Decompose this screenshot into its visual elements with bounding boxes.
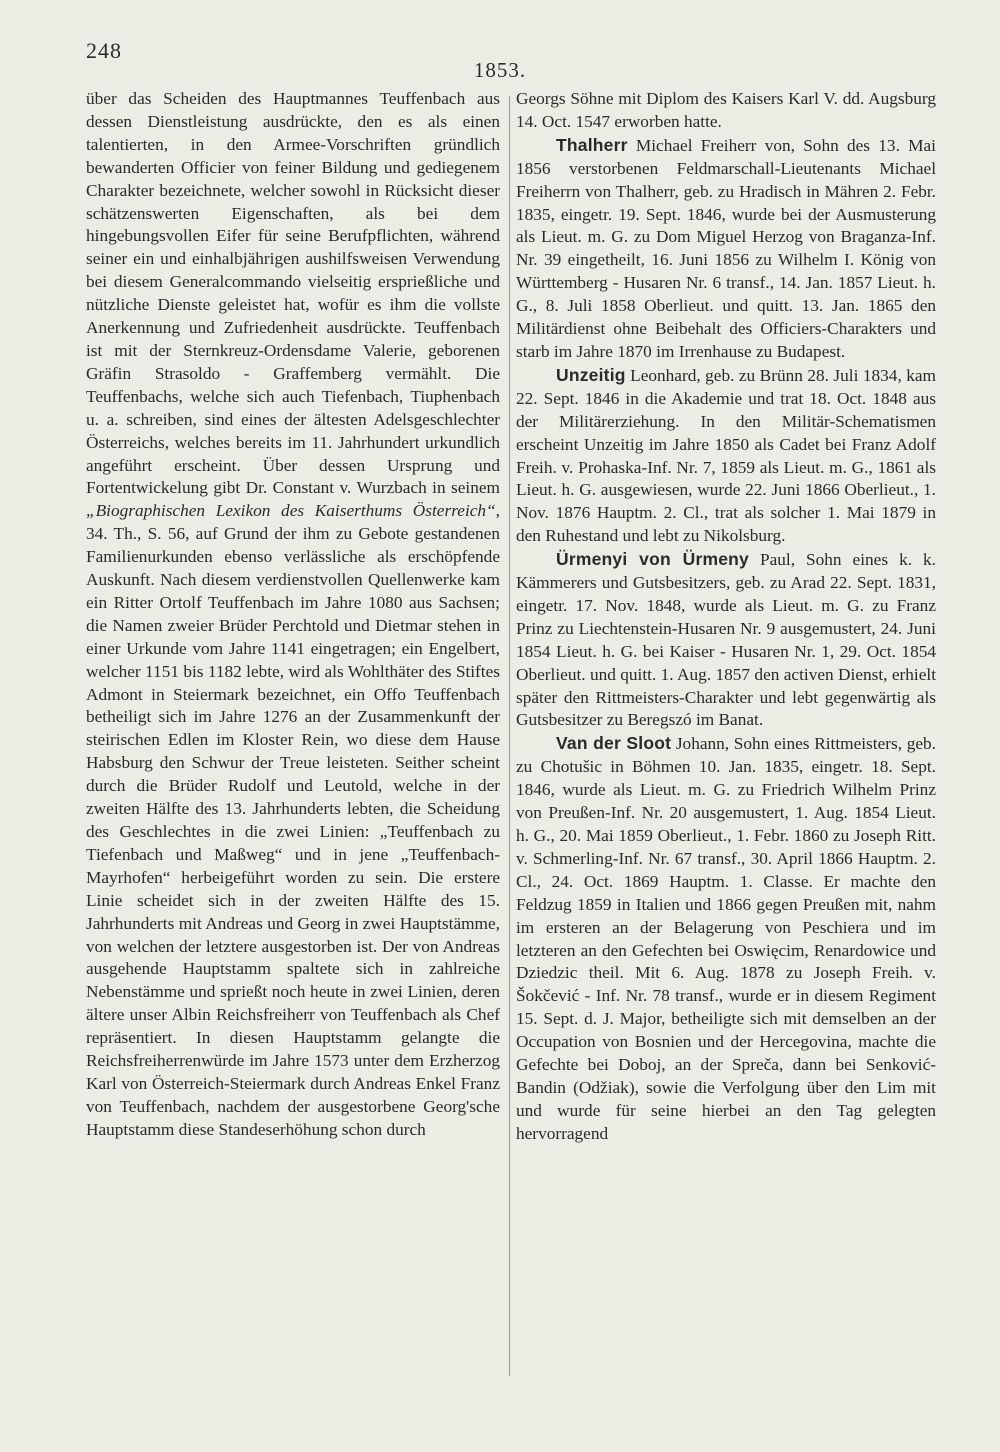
entry-text: Paul, Sohn eines k. k. Kämmerers und Gutsbesitzers, geb. zu Arad 22. Sept. 1831, eingetr. 17. Nov. 1848, wurde als Lieut. m. G. zu Franz Prinz zu Liechtenstein-Husaren Nr. 9 ausgemustert, 24. Juni 1854 Lieut. h. G. bei Kaiser - Husaren Nr. 1, 29. Oct. 1854 Oberlieut. und quitt. 1. Aug. 1857 den activen Dienst, erhielt später den Rittmeisters-Charakter und lebt gegenwärtig als Gutsbesitzer zu Beregszó im Banat. — [516, 550, 936, 730]
right-column — [516, 88, 936, 1146]
entry-name: Ürmenyi von Ürmeny — [556, 549, 749, 570]
entry-name: Thalherr — [556, 134, 628, 155]
biography-entry-van-der-sloot — [516, 732, 936, 1145]
page-number: 248 — [86, 38, 122, 63]
entry-text: Leonhard, geb. zu Brünn 28. Juli 1834, kam 22. Sept. 1846 in die Akademie und trat 18. Oct. 1848 aus der Militärerziehung. In den Militär-Schematismen erscheint Unzeitig im Jahre 1850 als Cadet bei Franz Adolf Freih. v. Prohaska-Inf. Nr. 7, 1859 als Lieut. m. G., 1861 als Lieut. h. G. ausgewiesen, wurde 22. Juni 1866 Oberlieut., 1. Nov. 1876 Hauptm. 2. Cl., trat als solcher 1. Mai 1879 in den Ruhestand und lebt zu Nikolsburg. — [516, 365, 936, 546]
left-text-part1: über das Scheiden des Hauptmannes Teuffenbach aus dessen Dienstleistung ausdrückte, den es als einen talentierten, in den Armee-Vorschriften gründlich bewanderten Officier von feiner Bildung und gediegenem Charakter bezeichnete, welcher sowohl in Rücksicht dieser schätzenswerten Eigenschaften, als bei dem hingebungsvollen Eifer für seine Berufpflichten, während seiner ein und einhalbjährigen aushilfsweisen Verwendung bei diesem Generalcommando vielseitig ersprießliche und nützliche Dienste geleistet hat, wofür es ihm die vollste Anerkennung und Zufriedenheit ausdrückte. Teuffenbach ist mit der Sternkreuz-Ordensdame Valerie, geborenen Gräfin Strasoldo - Graffemberg vermählt. Die Teuffenbachs, welche sich auch Tiefenbach, Tiuphenbach u. a. schreiben, sind eines der ältesten Adelsgeschlechter Österreichs, welches bereits im 11. Jahrhundert urkundlich angeführt erscheint. Über dessen Ursprung und Fortentwickelung gibt Dr. Constant v. Wurzbach in seinem — [86, 89, 500, 498]
running-head-year: 1853. — [473, 58, 527, 82]
continuation-paragraph: Georgs Söhne mit Diplom des Kaisers Karl V. dd. Augsburg 14. Oct. 1547 erworben hatte. — [516, 89, 936, 131]
biography-entry-thalherr — [516, 134, 936, 364]
lexikon-title-italic: „Biographischen Lexikon des Kaiserthums Österreich“ — [86, 501, 496, 521]
entry-text: Johann, Sohn eines Rittmeisters, geb. zu Chotušic in Böhmen 10. Jan. 1835, eingetr. 18. Sept. 1846, wurde als Lieut. m. G. zu Friedrich Wilhelm Prinz von Preußen-Inf. Nr. 20 ausgemustert, 1. Aug. 1854 Lieut. h. G., 20. Mai 1859 Oberlieut., 1. Febr. 1860 zu Joseph Ritt. v. Schmerling-Inf. Nr. 67 transf., 30. April 1866 Hauptm. 2. Cl., 24. Oct. 1869 Hauptm. 1. Classe. Er machte den Feldzug 1859 in Italien und 1866 gegen Preußen mit, nahm im ersteren an der Belagerung von Peschiera und im letzteren an den Gefechten bei Oswięcim, Renardowice und Dziedzic theil. Mit 6. Aug. 1878 zu Joseph Freih. v. Šokčević - Inf. Nr. 78 transf., wurde er in diesem Regiment 15. Sept. d. J. Major, betheiligte sich mit demselben an der Occupation von Bosnien und der Hercegovina, machte die Gefechte bei Doboj, an der Spreča, dann bei Senković-Bandin (Odžiak), sowie die Verfolgung über den Lim mit und wurde für seine hierbei an den Tag gelegten hervorragend — [516, 734, 936, 1143]
entry-name: Unzeitig — [556, 364, 626, 385]
left-text-part2: , 34. Th., S. 56, auf Grund der ihm zu Gebote gestandenen Familienurkunden ebenso verlässliche als erschöpfende Auskunft. Nach diesem verdienstvollen Quellenwerke kam ein Ritter Ortolf Teuffenbach im Jahre 1080 aus Sachsen; die Namen zweier Brüder Perchtold und Dietmar stehen in einer Urkunde vom Jahre 1141 eingetragen; ein Engelbert, welcher 1151 bis 1182 lebte, wird als Wohlthäter des Stiftes Admont in Steiermark bezeichnet, ein Offo Teuffenbach betheiligt sich im Jahre 1276 an der Zusammenkunft der steirischen Edlen im Kloster Rein, wo diese dem Hause Habsburg den Schwur der Treue leisteten. Seither scheint durch die Brüder Rudolf und Leutold, welche in der zweiten Hälfte des 13. Jahrhunderts lebten, die Scheidung des Geschlechtes in die zwei Linien: „Teuffenbach zu Tiefenbach und Maßweg“ und in jene „Teuffenbach-Mayrhofen“ herbeigeführt worden zu sein. Die erstere Linie scheidet sich in der zweiten Hälfte des 15. Jahrhunderts mit Andreas und Georg in zwei Hauptstämme, von welchen der letztere ausgestorben ist. Der von Andreas ausgehende Hauptstamm spaltete sich in zahlreiche Nebenstämme und sprießt noch heute in zwei Linien, deren ältere unser Albin Reichsfreiherr von Teuffenbach als Chef repräsentiert. In diesen Hauptstamm gelangte die Reichsfreiherrenwürde im Jahre 1573 unter dem Erzherzog Karl von Österreich-Steiermark durch Andreas Enkel Franz von Teuffenbach, nachdem der ausgestorbene Georg'sche Hauptstamm diese Standeserhöhung schon durch — [86, 501, 500, 1139]
entry-name: Van der Sloot — [556, 733, 672, 754]
entry-text: Michael Freiherr von, Sohn des 13. Mai 1856 verstorbenen Feldmarschall-Lieutenants Michael Freiherrn von Thalherr, geb. zu Hradisch in Mähren 2. Febr. 1835, eingetr. 19. Sept. 1846, wurde bei der Ausmusterung als Lieut. m. G. zu Dom Miguel Herzog von Braganza-Inf. Nr. 39 eingetheilt, 16. Juni 1856 zu Wilhelm I. König von Württemberg - Husaren Nr. 6 transf., 14. Jan. 1857 Lieut. h. G., 8. Juli 1858 Oberlieut. und quitt. 13. Jan. 1865 den Militärdienst ohne Beibehalt des Officiers-Charakters und starb im Jahre 1870 im Irrenhause zu Budapest. — [516, 135, 936, 361]
left-column-paragraph — [86, 88, 500, 1142]
biography-entry-unzeitig — [516, 364, 936, 548]
biography-entry-urmenyi — [516, 548, 936, 732]
column-divider — [509, 96, 510, 1376]
left-column — [86, 88, 500, 1142]
